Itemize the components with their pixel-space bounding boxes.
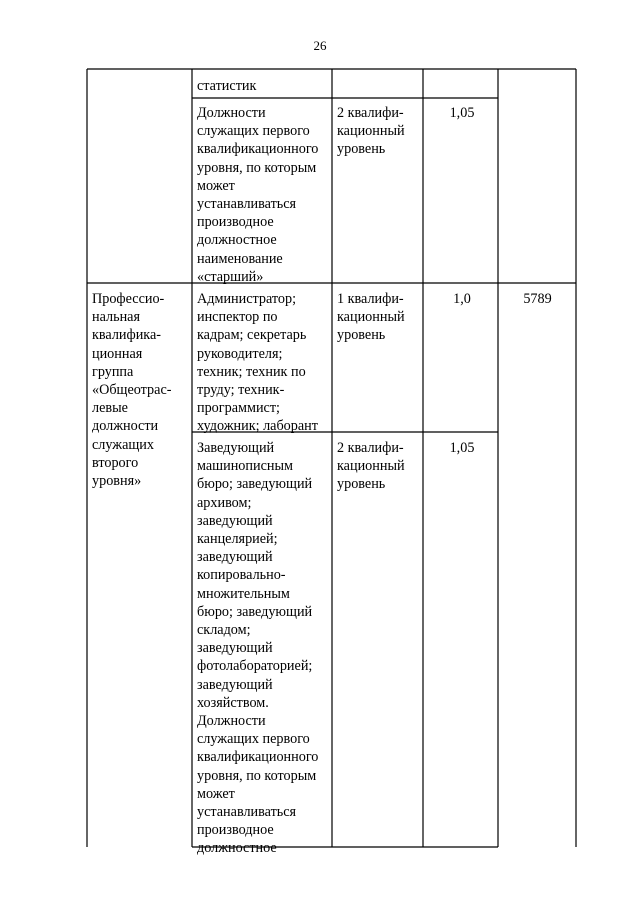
table-cell-coefficient: 1,05 [449, 105, 475, 121]
table-cell-salary: 5789 [523, 291, 552, 307]
table-cell-position: Должности служащих первого квалификационного уровня, по которым может устанавливаться производное должностное наименование «старший» [197, 105, 319, 285]
table-cell-coefficient: 1,05 [449, 440, 475, 456]
table-cell-position: статистик [197, 78, 257, 94]
table-cell-level: 2 квалифи- кационный уровень [337, 105, 405, 158]
table-cell-position: Администратор; инспектор по кадрам; секретарь руководителя; техник; техник по труду; техник- программист; художник; лаборант [197, 291, 318, 435]
page-number: 26 [313, 38, 327, 53]
table-cell-group: Профессио- нальная квалифика- ционная группа «Общеотрас- левые должности служащих второго уровня» [92, 291, 172, 490]
table-cell-level: 2 квалифи- кационный уровень [337, 440, 405, 493]
table-cell-coefficient: 1,0 [453, 291, 471, 307]
table-cell-level: 1 квалифи- кационный уровень [337, 291, 405, 344]
table-cell-position: Заведующий машинописным бюро; заведующий архивом; заведующий канцелярией; заведующий копировально- множительным бюро; заведующий складом; заведующий фотолабораторией; заведующий хозяйством. Должности служащих первого квалификационного уровня, по которым может устанавливаться производное должностное [197, 440, 319, 857]
